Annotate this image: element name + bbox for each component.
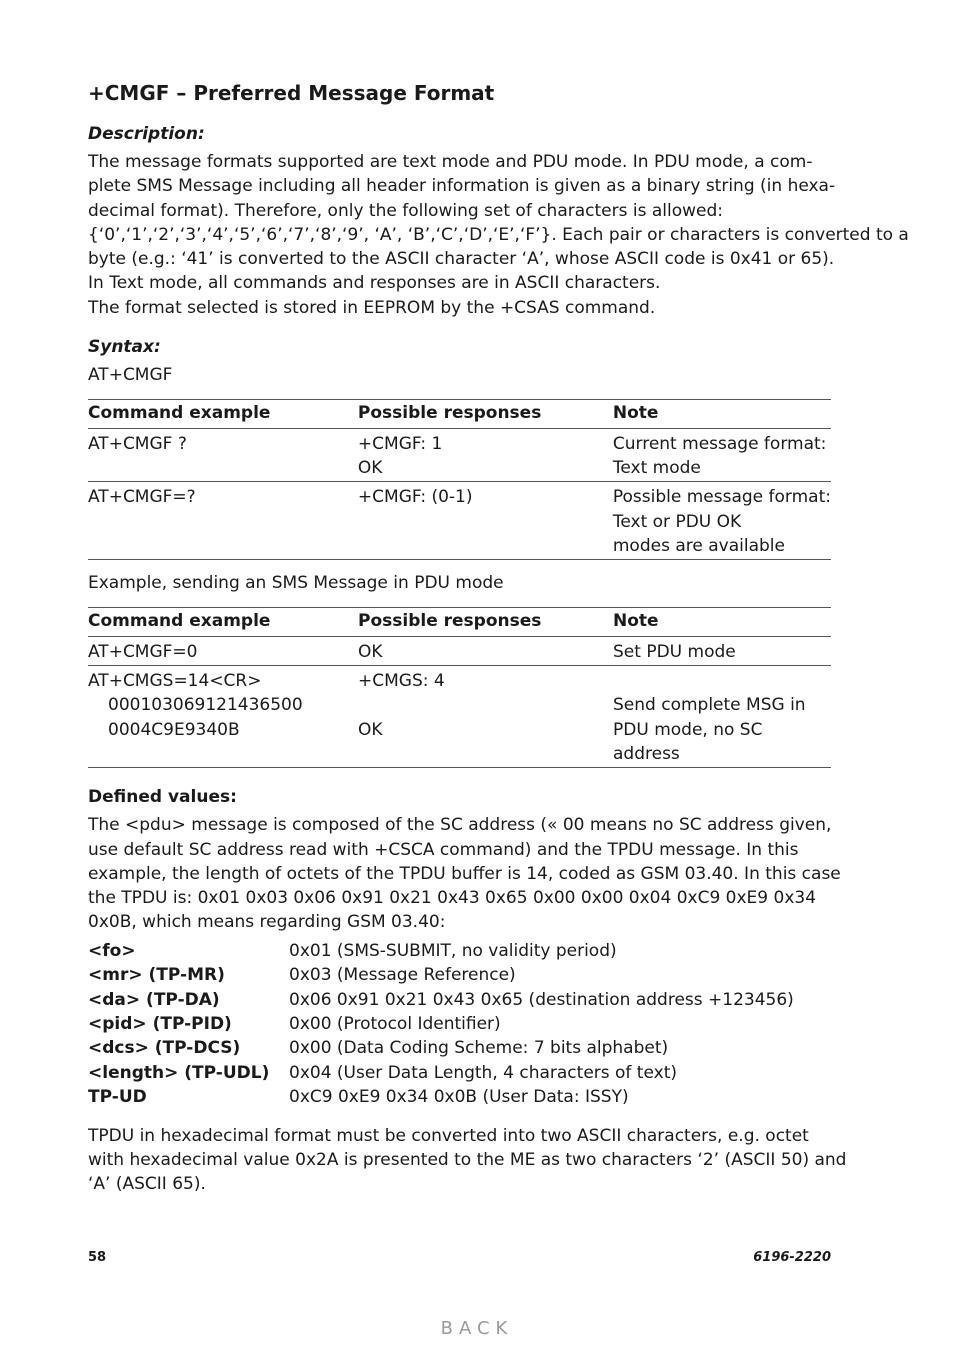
defined-value: 0x04 (User Data Length, 4 characters of text) [289,1062,677,1083]
defined-key: <length> (TP-UDL) [88,1062,270,1083]
table-header-row [88,400,831,428]
note-cell: Possible message format: [612,487,831,508]
column-header: Note [613,400,831,428]
command-cell: 000103069121436500 [108,695,303,716]
defined-value: 0xC9 0xE9 0x34 0x0B (User Data: ISSY) [289,1087,629,1108]
defined-key: <dcs> (TP-DCS) [88,1038,241,1059]
note-cell: Current message format: [612,433,827,454]
defined-value: 0x03 (Message Reference) [289,965,516,986]
command-cell: 0004C9E9340B [108,719,240,740]
page-content [88,80,909,1196]
defined-outro-line: TPDU in hexadecimal format must be converted into two ASCII characters, e.g. octet [88,1125,809,1146]
defined-key: <fo> [88,940,136,961]
defined-value: 0x00 (Data Coding Scheme: 7 bits alphabet) [289,1038,669,1059]
note-cell: Text or PDU OK [612,511,742,532]
table-header-row [88,608,831,636]
back-link[interactable]: BACK [440,1318,514,1339]
defined-intro-line: 0x0B, which means regarding GSM 03.40: [88,912,446,933]
note-cell: modes are available [612,535,785,556]
note-cell [613,669,831,693]
defined-key: <da> (TP-DA) [88,989,220,1010]
column-header: Possible responses [358,400,613,428]
defined-value: 0x06 0x91 0x21 0x43 0x65 (destination address +123456) [289,989,794,1010]
description-line: In Text mode, all commands and responses are in ASCII characters. [88,273,661,294]
defined-values-heading: Defined values: [88,787,237,808]
description-line: plete SMS Message including all header information is given as a binary string (in hexa- [88,176,836,197]
defined-key: <pid> (TP-PID) [88,1013,232,1034]
response-cell: +CMGF: 1 [357,433,443,454]
defined-outro-line: with hexadecimal value 0x2A is presented to the ME as two characters ‘2’ (ASCII 50) and [88,1149,847,1170]
note-cell: Set PDU mode [613,641,736,662]
table-row [88,482,831,560]
description-heading: Description: [88,124,205,144]
response-cell [358,693,613,717]
command-cell: AT+CMGF=? [88,487,196,508]
defined-outro-line: ‘A’ (ASCII 65). [88,1174,206,1195]
list-item [88,939,831,963]
list-item [88,1036,831,1060]
description-line: {‘0’,‘1’,‘2’,‘3’,‘4’,‘5’,‘6’,‘7’,‘8’,‘9’, ‘A’, ‘B’,‘C’,‘D’,‘E’,‘F’}. Each pair or characters is converted to a [88,224,909,245]
defined-intro-line: The <pdu> message is composed of the SC address (« 00 means no SC address given, [88,815,832,836]
defined-key: <mr> (TP-MR) [88,965,225,986]
table-row [88,428,831,482]
list-item [88,963,831,987]
note-cell: PDU mode, no SC [613,719,763,740]
defined-value: 0x01 (SMS-SUBMIT, no validity period) [289,940,617,961]
syntax-command: AT+CMGF [88,365,173,386]
table-row [88,636,831,665]
column-header: Possible responses [358,608,613,636]
syntax-heading: Syntax: [88,337,161,358]
defined-outro [88,1124,847,1197]
defined-intro [88,813,841,934]
response-cell: OK [358,641,383,662]
document-number: 6196-2220 [753,1250,831,1265]
column-header: Command example [88,608,358,636]
example-table [88,607,831,768]
page-number: 58 [88,1250,107,1265]
description-line: decimal format). Therefore, only the following set of characters is allowed: [88,200,724,221]
page-title: +CMGF – Preferred Message Format [88,81,495,105]
list-item [88,1085,831,1109]
column-header: Note [613,608,831,636]
list-item [88,1061,831,1085]
description-line: The message formats supported are text mode and PDU mode. In PDU mode, a com- [88,152,813,172]
table-row [88,666,831,768]
column-header: Command example [88,400,358,428]
defined-value: 0x00 (Protocol Identifier) [289,1013,501,1034]
note-cell: Send complete MSG in [613,695,806,716]
response-cell: +CMGS: 4 [358,671,445,692]
description-line: The format selected is stored in EEPROM by the +CSAS command. [88,297,656,318]
defined-key: TP-UD [88,1087,147,1108]
defined-intro-line: example, the length of octets of the TPDU buffer is 14, coded as GSM 03.40. In this case [88,863,841,884]
response-cell: OK [358,719,383,740]
defined-intro-line: use default SC address read with +CSCA command) and the TPDU message. In this [88,839,799,860]
defined-intro-line: the TPDU is: 0x01 0x03 0x06 0x91 0x21 0x43 0x65 0x00 0x00 0x04 0xC9 0xE9 0x34 [88,888,817,909]
example-caption: Example, sending an SMS Message in PDU mode [88,573,504,594]
response-cell: +CMGF: (0-1) [357,487,473,508]
note-cell: address [613,743,680,764]
command-cell: AT+CMGF=0 [88,641,198,662]
list-item [88,988,831,1012]
defined-values-list [88,939,831,1110]
command-table [88,399,831,560]
description-text [88,150,909,320]
command-cell: AT+CMGF ? [88,433,187,454]
response-cell: OK [357,457,383,478]
command-cell: AT+CMGS=14<CR> [88,671,262,692]
note-cell: Text mode [612,457,701,478]
description-line: byte (e.g.: ‘41’ is converted to the ASCII character ‘A’, whose ASCII code is 0x41 or 65). [88,249,835,270]
list-item [88,1012,831,1036]
